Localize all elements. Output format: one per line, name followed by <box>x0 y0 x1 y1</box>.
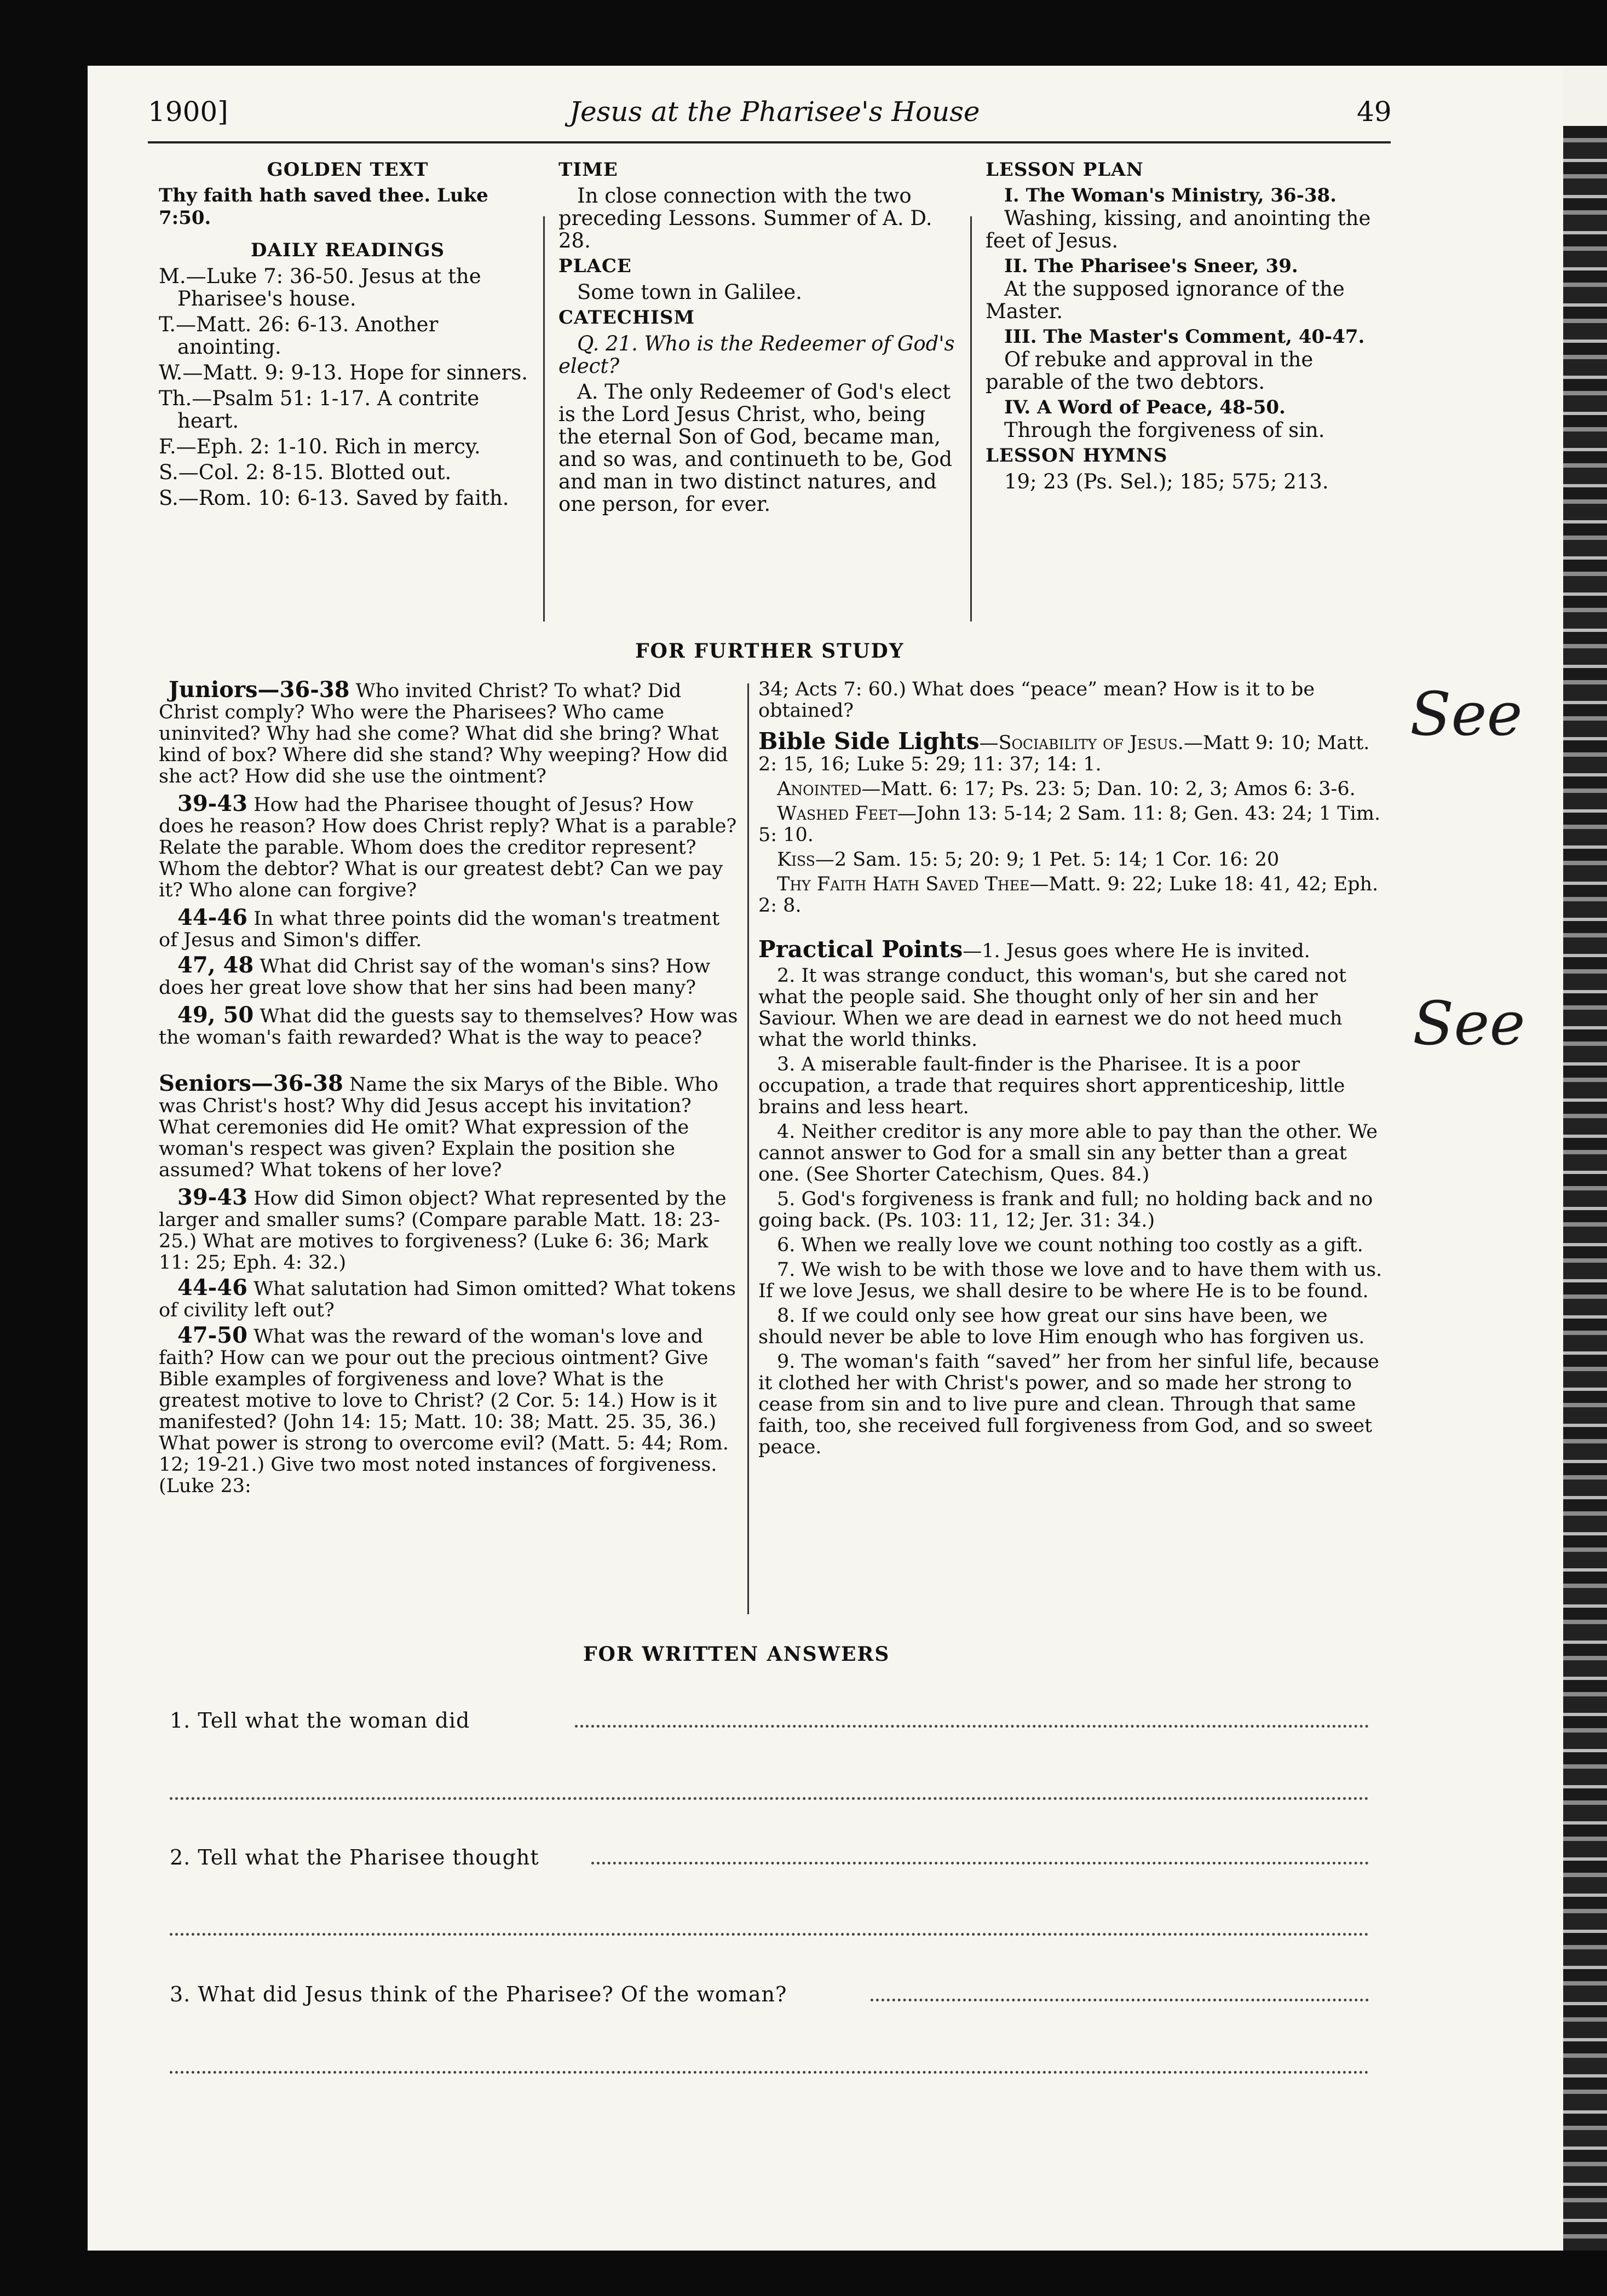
lesson-plan-title: II. The Pharisee's Sneer, 39. <box>1004 255 1298 277</box>
answer-dotted-line[interactable] <box>575 1725 1369 1728</box>
answer-dotted-line[interactable] <box>170 2071 1369 2074</box>
seniors-block <box>159 1073 739 1181</box>
seniors-label: Seniors—36-38 <box>159 1071 343 1096</box>
seniors-text: How did Simon object? What represented by the larger and smaller sums? (Compare parable Matt. 18: 23-25.) What are motives to forgiveness? (Luke 6: 36; Mark 11: 25; Eph. 4: 32.) <box>159 1188 727 1274</box>
daily-reading-item: F.—Eph. 2: 1-10. Rich in mercy. <box>159 435 481 458</box>
catechism-heading: CATECHISM <box>558 307 695 329</box>
time-heading: TIME <box>558 159 618 181</box>
juniors-text: What did the guests say to themselves? How was the woman's faith rewarded? What is the way to peace? <box>159 1005 738 1049</box>
right-intro-text: 34; Acts 7: 60.) What does “peace” mean? How is it to be obtained? <box>758 678 1315 722</box>
juniors-block <box>159 679 739 787</box>
practical-point: 5. God's forgiveness is frank and full; no holding back and no going back. (Ps. 103: 11, 12; Jer. 31: 34.) <box>758 1188 1373 1232</box>
seniors-text: What was the reward of the woman's love and faith? How can we pour out the precious ointment? Give Bible examples of forgiveness and love? What is the greatest motive to love to Christ? (2 Cor. 5: 14.) How is it manifested? (John 14: 15; Matt. 10: 38; Matt. 25. 35, 36.) What power is strong to overcome evil? (Matt. 5: 44; Rom. 12; 19-21.) Give two most noted instances of forgiveness. (Luke 23: <box>159 1326 729 1497</box>
practical-point: 4. Neither creditor is any more able to pay than the other. We cannot answer to God for a small sin any better than a great one. (See Shorter Catechism, Ques. 84.) <box>758 1121 1378 1186</box>
header-title: Jesus at the Pharisee's House <box>569 96 980 128</box>
practical-points-label: Practical Points <box>758 936 963 963</box>
juniors-block <box>159 907 739 951</box>
margin-note-see: See <box>1413 988 1525 1058</box>
place-text: Some town in Galilee. <box>577 280 802 304</box>
lesson-plan-text: Through the forgiveness of sin. <box>1004 418 1325 442</box>
bible-side-lights-refs: —Matt 9: 10; Matt. 2: 15, 16; Luke 5: 29; 11: 37; 14: 1. <box>758 732 1370 775</box>
bible-side-lights-topic: Washed Feet <box>777 803 897 825</box>
daily-reading-item: Th.—Psalm 51: 1-17. A contrite heart. <box>159 387 480 433</box>
scan-border-right <box>1563 126 1607 2251</box>
column-rule <box>543 216 545 622</box>
juniors-label: Juniors—36-38 <box>169 677 350 703</box>
place-heading: PLACE <box>558 255 632 277</box>
margin-note-see: See <box>1410 679 1523 749</box>
bible-side-lights-topic: Thy Faith Hath Saved Thee <box>777 873 1030 895</box>
answer-dotted-line[interactable] <box>591 1862 1369 1865</box>
catechism-question: Q. 21. Who is the Redeemer of God's elect? <box>558 332 955 378</box>
daily-reading-item: S.—Rom. 10: 6-13. Saved by faith. <box>159 486 509 510</box>
bible-side-lights-refs: —John 13: 5-14; 2 Sam. 11: 8; Gen. 43: 24; 1 Tim. 5: 10. <box>758 803 1381 846</box>
juniors-text: How had the Pharisee thought of Jesus? How does he reason? How does Christ reply? What is a parable? Relate the parable. Whom does the creditor represent? Whom the debtor? What is our greatest debt? Can we pay it? Who alone can forgive? <box>159 794 737 901</box>
practical-point: 9. The woman's faith “saved” her from her sinful life, because it clothed her with Christ's power, and so made her strong to cease from sin and to live pure and clean. Through that same faith, too, she received full forgiveness from God, and so sweet peace. <box>758 1351 1379 1458</box>
bible-side-lights-topic: Kiss <box>777 849 815 871</box>
daily-reading-item: W.—Matt. 9: 9-13. Hope for sinners. <box>159 361 528 384</box>
lesson-plan-title: III. The Master's Comment, 40-47. <box>1004 326 1365 348</box>
page-number: 49 <box>1357 96 1392 128</box>
written-question: 1. Tell what the woman did <box>170 1708 470 1733</box>
lesson-plan-title: I. The Woman's Ministry, 36-38. <box>1004 185 1337 206</box>
practical-point: —1. Jesus goes where He is invited. <box>963 940 1310 962</box>
seniors-label: 44-46 <box>177 1275 247 1301</box>
scan-border-top <box>0 0 1607 66</box>
scan-border-bottom <box>0 2251 1607 2296</box>
written-answers-heading: FOR WRITTEN ANSWERS <box>583 1643 890 1666</box>
answer-dotted-line[interactable] <box>170 1933 1369 1936</box>
juniors-label: 44-46 <box>177 905 247 930</box>
column-rule <box>970 216 972 622</box>
lesson-plan-text: At the supposed ignorance of the Master. <box>986 277 1345 323</box>
juniors-text: Who invited Christ? To what? Did Christ comply? Who were the Pharisees? Who came uninvited? Why had she come? What did she bring? What kind of box? Where did she stand? Why weeping? How did she act? How did she use the ointment? <box>159 680 728 787</box>
further-study-left-column <box>159 679 739 1500</box>
scan-border-left <box>0 0 88 2296</box>
juniors-label: 49, 50 <box>177 1002 254 1028</box>
seniors-label: 47-50 <box>177 1322 247 1348</box>
daily-readings-heading: DAILY READINGS <box>250 239 445 261</box>
lesson-plan-heading: LESSON PLAN <box>986 159 1144 181</box>
catechism-answer: A. The only Redeemer of God's elect is the Lord Jesus Christ, who, being the eternal Son of God, became man, and so was, and continueth to be, God and man in two distinct natures, and one person, for ever. <box>558 380 953 516</box>
written-question: 2. Tell what the Pharisee thought <box>170 1845 539 1869</box>
lesson-hymns: 19; 23 (Ps. Sel.); 185; 575; 213. <box>1004 470 1329 493</box>
column-rule <box>747 683 749 1614</box>
seniors-block <box>159 1322 739 1497</box>
juniors-block <box>159 1004 739 1049</box>
practical-point: 8. If we could only see how great our sins have been, we should never be able to love Him enough who has forgiven us. <box>758 1305 1365 1348</box>
time-text: In close connection with the two preceding Lessons. Summer of A. D. 28. <box>558 184 932 252</box>
juniors-text: What did Christ say of the woman's sins? How does her great love show that her sins had been many? <box>159 956 711 999</box>
top-left-column <box>159 159 537 513</box>
juniors-block <box>159 793 739 901</box>
top-center-column <box>558 159 958 519</box>
seniors-text: Name the six Marys of the Bible. Who was Christ's host? Why did Jesus accept his invitation? What ceremonies did He omit? What expression of the woman's respect was given? Explain the position she assumed? What tokens of her love? <box>159 1074 718 1181</box>
answer-dotted-line[interactable] <box>871 1999 1369 2001</box>
header-rule <box>148 141 1391 143</box>
lesson-hymns-heading: LESSON HYMNS <box>986 445 1168 467</box>
practical-point: 7. We wish to be with those we love and to have them with us. If we love Jesus, we shall desire to be where He is to be found. <box>758 1259 1383 1302</box>
juniors-text: In what three points did the woman's treatment of Jesus and Simon's differ. <box>159 908 720 951</box>
further-study-right-column <box>758 679 1393 1461</box>
practical-point: 6. When we really love we count nothing too costly as a gift. <box>777 1234 1363 1256</box>
bible-side-lights-refs: —Matt. 6: 17; Ps. 23: 5; Dan. 10: 2, 3; Amos 6: 3-6. <box>861 778 1356 800</box>
answer-dotted-line[interactable] <box>170 1797 1369 1800</box>
practical-point: 2. It was strange conduct, this woman's, but she cared not what the people said. She thought only of her sin and her Saviour. When we are dead in earnest we do not heed much what the world thinks. <box>758 965 1346 1051</box>
practical-point: 3. A miserable fault-finder is the Pharisee. It is a poor occupation, a trade that requires short apprenticeship, little brains and less heart. <box>758 1054 1345 1118</box>
bible-side-lights-label: Bible Side Lights <box>758 728 980 755</box>
golden-text-heading: GOLDEN TEXT <box>267 159 429 181</box>
bible-side-lights-refs: —2 Sam. 15: 5; 20: 9; 1 Pet. 5: 14; 1 Cor. 16: 20 <box>815 849 1280 871</box>
daily-reading-item: S.—Col. 2: 8-15. Blotted out. <box>159 461 452 484</box>
lesson-plan-text: Of rebuke and approval in the parable of the two debtors. <box>986 348 1314 394</box>
seniors-text: What salutation had Simon omitted? What tokens of civility left out? <box>159 1278 736 1321</box>
top-right-column <box>986 159 1391 496</box>
seniors-block <box>159 1277 739 1321</box>
bible-side-lights-topic: Anointed <box>777 778 862 800</box>
daily-reading-item: M.—Luke 7: 36-50. Jesus at the Pharisee's house. <box>159 264 481 310</box>
bible-side-lights-topic: —Sociability of Jesus. <box>979 732 1184 754</box>
seniors-label: 39-43 <box>177 1184 247 1210</box>
daily-reading-item: T.—Matt. 26: 6-13. Another anointing. <box>159 313 439 359</box>
further-study-heading: FOR FURTHER STUDY <box>635 640 905 663</box>
written-question: 3. What did Jesus think of the Pharisee? Of the woman? <box>170 1982 787 2006</box>
lesson-plan-title: IV. A Word of Peace, 48-50. <box>1004 396 1286 418</box>
golden-text: Thy faith hath saved thee. Luke 7:50. <box>159 185 488 229</box>
bible-side-lights-refs: —Matt. 9: 22; Luke 18: 41, 42; Eph. 2: 8. <box>758 873 1379 917</box>
juniors-label: 47, 48 <box>177 952 254 978</box>
lesson-plan-text: Washing, kissing, and anointing the feet of Jesus. <box>986 206 1371 252</box>
juniors-block <box>159 954 739 999</box>
seniors-block <box>159 1184 739 1274</box>
header-year: 1900] <box>148 96 228 128</box>
juniors-label: 39-43 <box>177 791 247 816</box>
